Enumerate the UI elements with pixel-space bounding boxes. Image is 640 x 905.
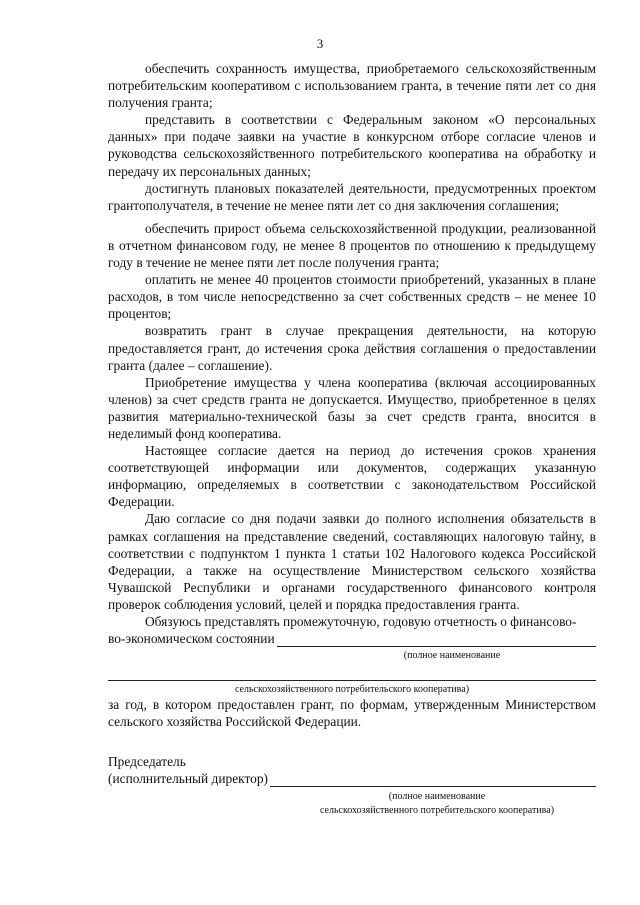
paragraph-consent-period: Настоящее согласие дается на период до истечения сроков хранения соответствующей информации или документов, содержащих указанную информацию, определяемых в соответствии с законодательством Российской Федерации. [108,443,596,510]
paragraph-grant-return: возвратить грант в случае прекращения деятельности, на которую предоставляется грант, до истечения срока действия соглашения о предоставлении гранта (далее – соглашение). [108,323,596,373]
reporting-line-lead: во-экономическом состоянии [108,631,275,647]
page-number: 3 [316,36,324,51]
signature-title: Председатель [108,754,186,769]
paragraph-personal-data: представить в соответствии с Федеральным законом «О персональных данных» при подаче заявки на участие в конкурсном отборе согласие членов и руководства сельскохозяйственного потребительского кооператива на обработку и передачу их персональных данных; [108,112,596,179]
reporting-hint-cooperative: сельскохозяйственного потребительского кооператива) [234,684,470,696]
cooperative-name-field-continued[interactable] [108,662,596,681]
paragraph-tax-secret-consent: Даю согласие со дня подачи заявки до полного исполнения обязательств в рамках соглашения на представление сведений, составляющих налоговую тайну, в соответствии с подпунктом 1 пункта 1 статьи 102 Налогового кодекса Российской Федерации, а также на осуществление Министерством сельского хозяйства Чувашской Республики и органами государственного финансового контроля проверок соблюдения условий, целей и порядка предоставления гранта. [108,511,596,612]
reporting-tail: за год, в котором предоставлен грант, по формам, утвержденным Министерством сельского хозяйства Российской Федерации. [108,697,596,730]
signature-field[interactable] [270,773,596,787]
signature-role: (исполнительный директор) [108,771,269,786]
document-body [108,60,596,730]
signature-block [108,753,596,817]
reporting-intro: Обязуюсь представлять промежуточную, годовую отчетность о финансово- [145,614,577,629]
signature-row [108,770,596,787]
paragraph-cost-share: оплатить не менее 40 процентов стоимости приобретений, указанных в плане расходов, в том числе непосредственно за счет собственных средств – не менее 10 процентов; [108,272,596,322]
signature-hint-cooperative: сельскохозяйственного потребительского кооператива) [319,805,555,816]
paragraph-production-growth: обеспечить прирост объема сельскохозяйственной продукции, реализованной в отчетном финансовом году, не менее 8 процентов по отношению к предыдущему году в течение не менее пяти лет после получения гранта; [108,220,596,271]
paragraph-performance-targets: достигнуть плановых показателей деятельности, предусмотренных проектом грантополучателя, в течение не менее пяти лет со дня заключения соглашения; [108,180,596,213]
paragraph-property-safety: обеспечить сохранность имущества, приобретаемого сельскохозяйственным потребительским кооперативом с использованием гранта, в течение пяти лет со дня получения гранта; [108,61,596,111]
signature-hint-full-name: (полное наименование [388,791,486,802]
paragraph-member-property: Приобретение имущества у члена кооператива (включая ассоциированных членов) за счет средств гранта не допускается. Имущество, приобретенное в целях развития материально-технической базы за счет средств гранта, вносится в неделимый фонд кооператива. [108,374,596,441]
reporting-hint-full-name: (полное наименование [403,650,501,662]
reporting-fill-row [108,630,596,647]
cooperative-name-field[interactable] [277,633,596,647]
